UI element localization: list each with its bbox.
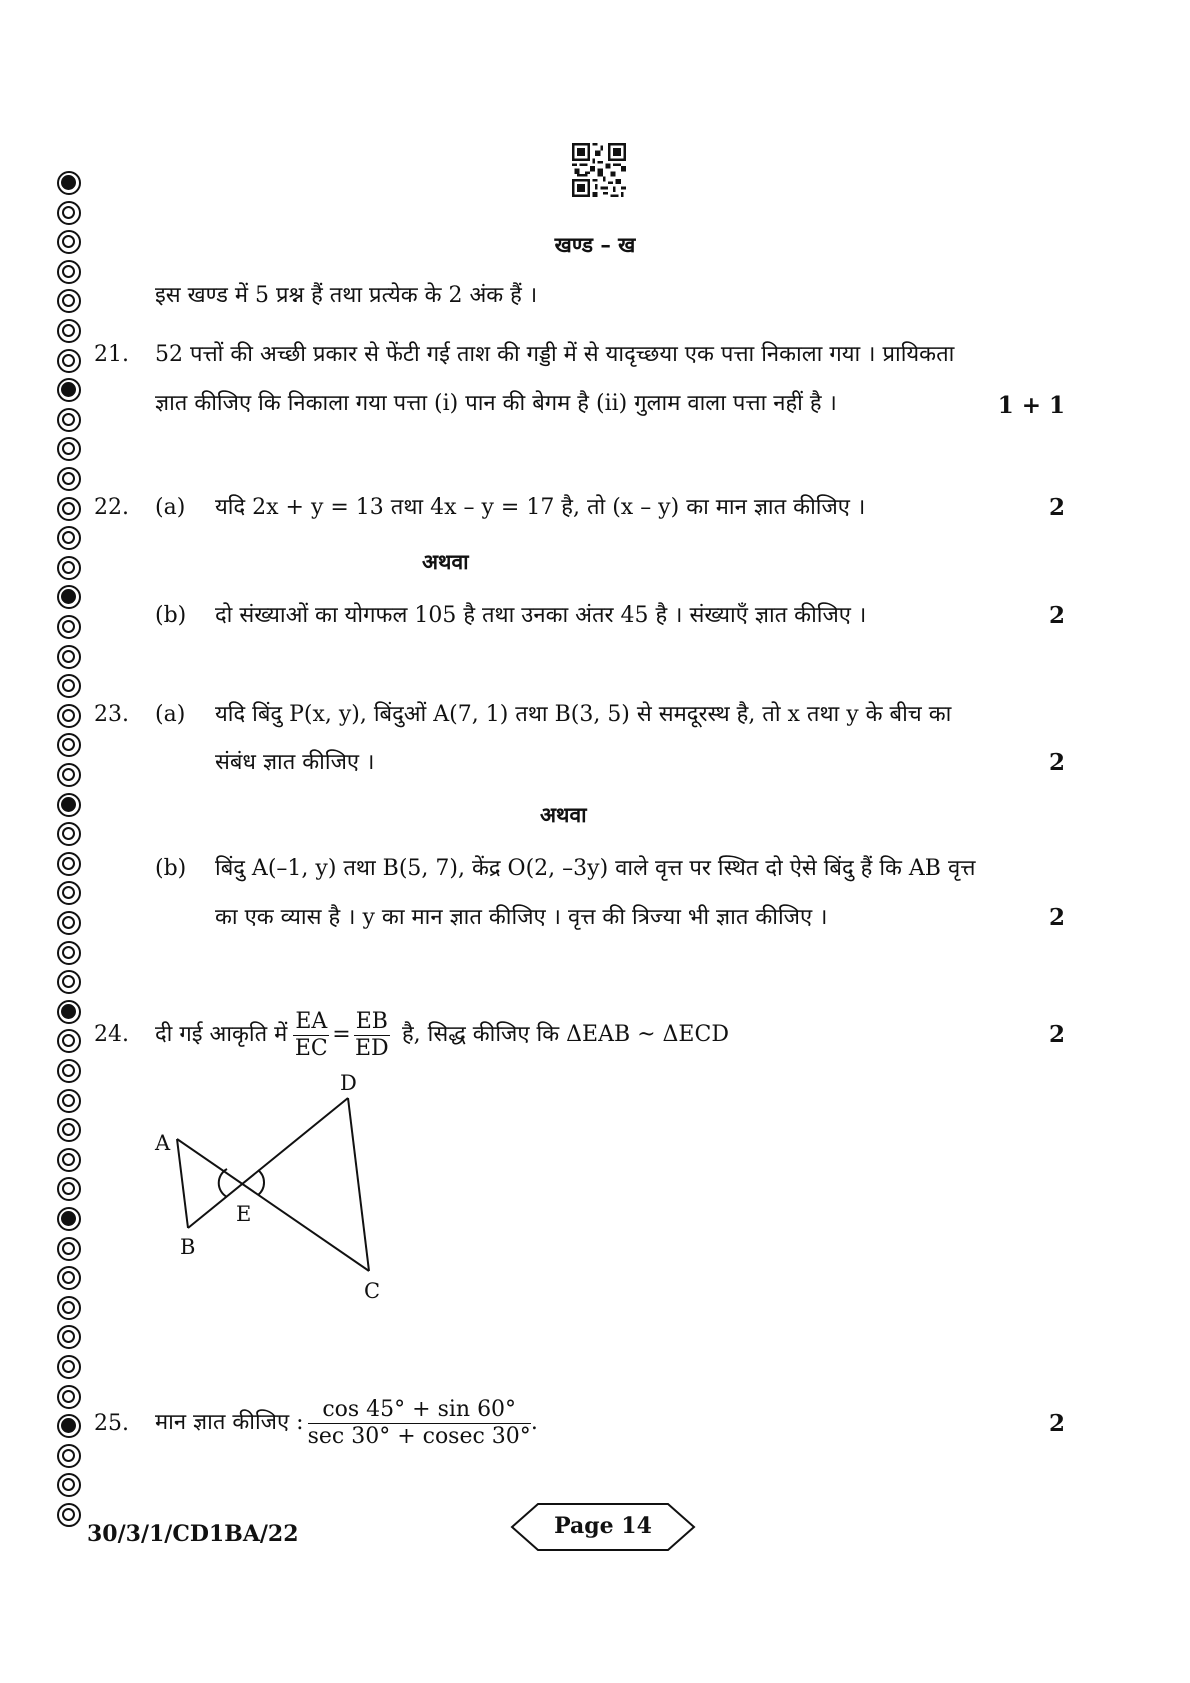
equals-sign: =	[332, 1022, 351, 1047]
margin-circle-icon	[57, 408, 81, 432]
question-text-line: संबंध ज्ञात कीजिए ।	[215, 750, 375, 775]
vertex-label-b: B	[180, 1235, 196, 1259]
section-title: खण्ड – ख	[554, 232, 636, 257]
question-text-line	[155, 1392, 538, 1454]
margin-circle-icon	[57, 201, 81, 225]
margin-circle-icon	[57, 822, 81, 846]
margin-circle-icon	[57, 881, 81, 905]
marks: 1 + 1	[997, 392, 1065, 419]
qr-code-icon	[572, 143, 626, 197]
margin-circle-icon	[57, 1000, 81, 1024]
fraction-numerator: EB	[355, 1008, 388, 1034]
question-number: 25.	[94, 1411, 129, 1436]
margin-circle-icon	[57, 704, 81, 728]
page-number: Page 14	[554, 1513, 652, 1539]
question-text-line: 52 पत्तों की अच्छी प्रकार से फेंटी गई ताश की गड्डी में से यादृच्छया एक पत्ता निकाला गया । प्रायिकता	[155, 342, 955, 367]
margin-circle-icon	[57, 852, 81, 876]
margin-circle-icon	[57, 1089, 81, 1113]
marks: 2	[1048, 1410, 1065, 1437]
margin-circle-icon	[57, 378, 81, 402]
paper-code: 30/3/1/CD1BA/22	[87, 1521, 299, 1547]
margin-circle-icon	[57, 970, 81, 994]
margin-circle-icon	[57, 941, 81, 965]
margin-circle-icon	[57, 763, 81, 787]
margin-circle-icon	[57, 1325, 81, 1349]
option-label: (b)	[155, 856, 187, 881]
question-text-line: यदि 2x + y = 13 तथा 4x – y = 17 है, तो (x – y) का मान ज्ञात कीजिए ।	[215, 495, 866, 520]
margin-circle-icon	[57, 1266, 81, 1290]
question-text-line: का एक व्यास है । y का मान ज्ञात कीजिए । वृत्त की त्रिज्या भी ज्ञात कीजिए ।	[215, 905, 828, 930]
or-separator: अथवा	[540, 802, 587, 827]
margin-circle-icon	[57, 260, 81, 284]
margin-circle-icon	[57, 526, 81, 550]
margin-circle-icon	[57, 497, 81, 521]
question-number: 22.	[94, 495, 129, 520]
margin-circle-icon	[57, 1118, 81, 1142]
question-text-line: बिंदु A(–1, y) तथा B(5, 7), केंद्र O(2, –3y) वाले वृत्त पर स्थित दो ऐसे बिंदु हैं कि AB वृत्त	[215, 856, 976, 881]
margin-circle-icon	[57, 467, 81, 491]
margin-circle-icon	[57, 1473, 81, 1497]
vertex-label-e: E	[236, 1202, 252, 1226]
or-separator: अथवा	[422, 549, 469, 574]
margin-circle-icon	[57, 793, 81, 817]
margin-circle-icon	[57, 1296, 81, 1320]
fraction-eb-ed	[354, 1009, 390, 1062]
margin-circle-icon	[57, 1385, 81, 1409]
margin-circle-icon	[57, 1177, 81, 1201]
question-number: 23.	[94, 702, 129, 727]
margin-circle-icon	[57, 556, 81, 580]
question-prefix: मान ज्ञात कीजिए :	[155, 1410, 304, 1435]
marks: 2	[1048, 494, 1065, 521]
fraction-ea-ec	[293, 1009, 329, 1062]
question-number: 21.	[94, 342, 129, 367]
margin-circle-icon	[57, 171, 81, 195]
margin-circle-icon	[57, 615, 81, 639]
margin-circle-icon	[57, 1414, 81, 1438]
margin-circle-icon	[57, 585, 81, 609]
option-label: (a)	[155, 702, 186, 727]
fraction-denominator: ED	[354, 1035, 389, 1061]
question-text-line	[155, 1004, 729, 1066]
fraction-denominator: sec 30° + cosec 30°	[307, 1423, 531, 1449]
question-suffix: है, सिद्ध कीजिए कि ΔEAB ~ ΔECD	[401, 1022, 729, 1047]
question-prefix: दी गई आकृति में	[155, 1022, 288, 1047]
margin-circle-icon	[57, 1207, 81, 1231]
trig-fraction	[308, 1397, 531, 1450]
marks: 2	[1048, 1021, 1065, 1048]
margin-circle-icon	[57, 319, 81, 343]
triangle-figure	[140, 1070, 400, 1320]
fraction-numerator: EA	[295, 1008, 328, 1034]
section-intro: इस खण्ड में 5 प्रश्न हैं तथा प्रत्येक के 2 अंक हैं ।	[155, 283, 538, 308]
question-text-line: यदि बिंदु P(x, y), बिंदुओं A(7, 1) तथा B(3, 5) से समदूरस्थ है, तो x तथा y के बीच का	[215, 702, 952, 727]
full-stop: .	[530, 1410, 538, 1435]
question-number: 24.	[94, 1022, 129, 1047]
margin-circle-icon	[57, 733, 81, 757]
fraction-numerator: cos 45° + sin 60°	[308, 1397, 531, 1424]
margin-circle-icon	[57, 674, 81, 698]
margin-circle-icon	[57, 1059, 81, 1083]
page-number-badge	[510, 1502, 696, 1552]
margin-circle-icon	[57, 437, 81, 461]
margin-circle-icon	[57, 1355, 81, 1379]
vertex-label-c: C	[364, 1279, 381, 1303]
margin-circle-icon	[57, 645, 81, 669]
margin-circle-icon	[57, 1444, 81, 1468]
marks: 2	[1048, 904, 1065, 931]
vertex-label-d: D	[340, 1071, 357, 1095]
margin-circle-icon	[57, 289, 81, 313]
question-text-line: ज्ञात कीजिए कि निकाला गया पत्ता (i) पान की बेगम है (ii) गुलाम वाला पत्ता नहीं है ।	[155, 391, 837, 416]
option-label: (b)	[155, 603, 187, 628]
margin-circle-icon	[57, 349, 81, 373]
margin-circle-icon	[57, 1503, 81, 1527]
margin-circle-icon	[57, 1148, 81, 1172]
margin-circle-icon	[57, 1237, 81, 1261]
option-label: (a)	[155, 495, 186, 520]
vertex-label-a: A	[155, 1131, 171, 1155]
marks: 2	[1048, 602, 1065, 629]
question-text-line: दो संख्याओं का योगफल 105 है तथा उनका अंतर 45 है । संख्याएँ ज्ञात कीजिए ।	[215, 603, 867, 628]
margin-circle-icon	[57, 1029, 81, 1053]
margin-circle-icon	[57, 911, 81, 935]
fraction-denominator: EC	[294, 1035, 328, 1061]
marks: 2	[1048, 749, 1065, 776]
